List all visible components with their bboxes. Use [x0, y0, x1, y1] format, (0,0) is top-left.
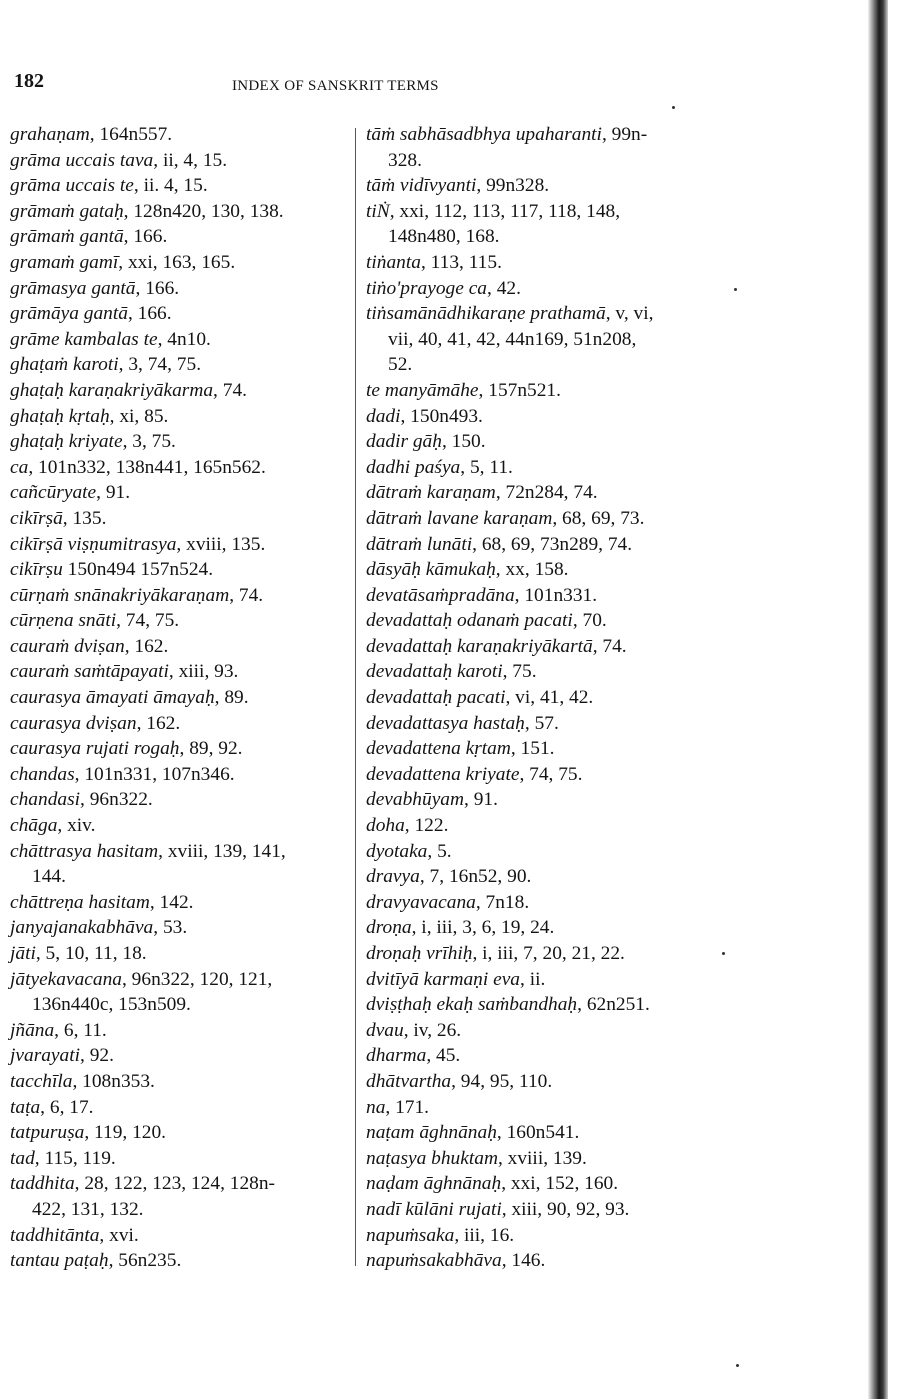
index-term: droṇaḥ vrīhiḥ	[366, 943, 473, 964]
index-term: jvarayati	[10, 1045, 81, 1067]
index-term: grāma uccais te	[10, 175, 134, 197]
index-references: , xvi.	[99, 1224, 139, 1246]
index-entry	[10, 1146, 345, 1172]
index-references: , 135.	[62, 507, 107, 529]
index-term: dātraṁ lunāti	[366, 533, 473, 555]
index-term: dyotaka	[366, 840, 428, 862]
index-term: grāma uccais tava	[10, 149, 154, 171]
index-entry	[366, 1197, 711, 1223]
index-entry	[366, 378, 711, 404]
index-term: cikīrṣu	[10, 559, 63, 581]
index-term: ghaṭaḥ kriyate	[10, 431, 123, 453]
index-references: , 75.	[502, 661, 537, 683]
scan-speck	[736, 1364, 739, 1367]
index-references: , 68, 69, 73.	[552, 507, 645, 529]
index-references: , 7n18.	[475, 891, 530, 913]
index-entry	[10, 173, 345, 199]
index-references: , xiv.	[57, 815, 96, 837]
index-references: , 157n521.	[478, 379, 561, 401]
index-term: napuṁsaka	[366, 1224, 455, 1246]
index-references: , 146.	[501, 1250, 546, 1272]
index-references: , 101n332, 138n441, 165n562.	[28, 456, 266, 478]
index-entry	[366, 736, 711, 762]
index-references: , 74.	[229, 584, 264, 606]
index-references: , 160n541.	[496, 1122, 580, 1144]
running-title: INDEX OF SANSKRIT TERMS	[232, 78, 439, 94]
index-entry	[366, 839, 711, 865]
index-references: , 70.	[572, 610, 607, 632]
index-term: jātyekavacana	[10, 968, 122, 990]
index-entry	[366, 532, 711, 558]
index-references-continued: 148n480, 168.	[388, 226, 500, 248]
index-entry	[366, 506, 711, 532]
index-term: jāti	[10, 943, 36, 964]
index-entry	[10, 762, 345, 788]
index-term: tāṁ vidīvyanti	[366, 175, 477, 197]
index-column-right	[366, 122, 711, 1274]
index-references: , 128n420, 130, 138.	[123, 200, 284, 222]
index-references: , 3, 75.	[122, 431, 176, 453]
index-entry	[10, 506, 345, 532]
index-entry	[366, 429, 711, 455]
index-references-continued: 422, 131, 132.	[32, 1198, 144, 1220]
index-entry	[10, 813, 345, 839]
index-references-continued: 328.	[388, 149, 422, 171]
index-references: , 74.	[213, 379, 247, 401]
index-entry	[10, 787, 345, 813]
index-references: , vi, 41, 42.	[505, 687, 594, 709]
index-entry	[366, 608, 711, 634]
index-term: devadattaḥ odanaṁ pacati	[366, 610, 573, 632]
index-entry	[10, 659, 345, 685]
index-entry	[10, 429, 345, 455]
index-references: , 42.	[487, 277, 521, 299]
index-references: , 92.	[80, 1045, 114, 1067]
index-entry	[366, 1069, 711, 1095]
index-term: jñāna	[10, 1019, 55, 1041]
index-entry	[366, 634, 711, 660]
index-term: nadī kūlāni rujati	[366, 1198, 502, 1220]
index-term: chandasi	[10, 789, 81, 811]
index-entry	[366, 1018, 711, 1044]
index-entry	[366, 1248, 711, 1274]
index-entry	[366, 685, 711, 711]
index-term: chāttrasya hasitam	[10, 840, 159, 862]
index-entry	[366, 813, 711, 839]
index-references: , xviii, 139, 141,	[158, 840, 286, 862]
page-number: 182	[14, 70, 44, 92]
index-term: dharma	[366, 1045, 427, 1067]
index-term: caurasya rujati rogaḥ	[10, 738, 180, 760]
index-term: tantau paṭaḥ	[10, 1250, 109, 1272]
index-references: , 91.	[464, 789, 498, 811]
index-entry	[10, 378, 345, 404]
index-references: , ii, 4, 15.	[153, 149, 228, 171]
index-references: , 3, 74, 75.	[118, 354, 202, 376]
index-term: grahaṇam	[10, 124, 90, 145]
index-references: , xviii, 135.	[176, 533, 266, 555]
index-references: , ii. 4, 15.	[133, 175, 208, 197]
index-term: dravyavacana	[366, 891, 476, 913]
index-references: , xiii, 93.	[168, 661, 239, 683]
index-references: , 166.	[123, 226, 168, 248]
index-references: , 6, 17.	[40, 1096, 94, 1118]
index-references: , 74, 75.	[116, 610, 180, 632]
index-entry	[10, 480, 345, 506]
index-entry	[10, 404, 345, 430]
index-references-continued: 136n440c, 153n509.	[32, 994, 191, 1016]
index-references: , 99n-	[601, 124, 648, 145]
index-term: devadattaḥ karoti	[366, 661, 503, 683]
index-entry	[366, 787, 711, 813]
index-term: tacchīla	[10, 1070, 73, 1092]
index-term: napuṁsakabhāva	[366, 1250, 502, 1272]
index-references: , 56n235.	[108, 1250, 182, 1272]
index-references: , 96n322.	[80, 789, 153, 811]
index-entry	[10, 583, 345, 609]
index-entry	[366, 915, 711, 941]
index-references: , 162.	[136, 712, 181, 734]
index-term: gramaṁ gamī	[10, 251, 119, 273]
index-entry	[10, 1069, 345, 1095]
index-entry	[10, 224, 345, 250]
index-entry	[366, 762, 711, 788]
index-term: dadhi paśya	[366, 456, 461, 478]
index-references: , xiii, 90, 92, 93.	[501, 1198, 630, 1220]
index-term: chandas	[10, 763, 75, 785]
index-references: , xxi, 152, 160.	[501, 1173, 619, 1195]
index-entry	[10, 1171, 345, 1222]
index-references: , 5.	[427, 840, 452, 862]
index-references: , 164n557.	[89, 124, 173, 145]
index-term: devadattaḥ pacati	[366, 687, 506, 709]
index-references: , 150n493.	[400, 405, 483, 427]
index-entry	[10, 634, 345, 660]
index-term: cūrṇena snāti	[10, 610, 117, 632]
index-term: tiṅo'prayoge ca	[366, 277, 488, 299]
index-entry	[10, 327, 345, 353]
index-entry	[10, 685, 345, 711]
index-term: dadi	[366, 405, 401, 427]
index-references: , 5, 10, 11, 18.	[35, 943, 147, 964]
index-term: cikīrṣā	[10, 507, 63, 529]
index-references: , 113, 115.	[420, 251, 502, 273]
index-references: , v, vi,	[605, 303, 654, 325]
index-term: na	[366, 1096, 386, 1118]
index-term: ca	[10, 456, 29, 478]
index-entry	[10, 455, 345, 481]
index-entry	[366, 1223, 711, 1249]
index-term: taddhitānta	[10, 1224, 100, 1246]
index-term: grāmaṁ gantā	[10, 226, 124, 248]
index-references: , 6, 11.	[54, 1019, 107, 1041]
index-references: , iii, 16.	[454, 1224, 515, 1246]
index-entry	[366, 583, 711, 609]
index-entry	[10, 352, 345, 378]
index-term: dviṣṭhaḥ ekaḥ saṁbandhaḥ	[366, 994, 578, 1016]
index-references: , 57.	[524, 712, 559, 734]
index-entry	[366, 455, 711, 481]
index-references: , 150.	[441, 431, 486, 453]
index-term: chāga	[10, 815, 58, 837]
index-term: grāmāya gantā	[10, 303, 128, 325]
index-references: , xxi, 163, 165.	[118, 251, 236, 273]
index-references: , 94, 95, 110.	[451, 1070, 553, 1092]
index-entry	[10, 839, 345, 890]
index-references: , 74, 75.	[519, 763, 583, 785]
index-references: , 171.	[385, 1096, 430, 1118]
index-references: , 99n328.	[476, 175, 550, 197]
index-term: devadattena kriyate	[366, 763, 520, 785]
index-references: , 74.	[592, 635, 627, 657]
index-term: dadir gāḥ	[366, 431, 442, 453]
column-divider	[355, 128, 356, 1266]
index-entry	[10, 276, 345, 302]
index-references: , 151.	[510, 738, 555, 760]
index-entry	[366, 250, 711, 276]
index-references: , 68, 69, 73n289, 74.	[472, 533, 633, 555]
index-term: grāme kambalas te	[10, 328, 158, 350]
index-term: dravya	[366, 866, 420, 888]
index-term: dātraṁ karaṇam	[366, 482, 496, 504]
index-term: grāmasya gantā	[10, 277, 136, 299]
index-entry	[366, 711, 711, 737]
index-entry	[366, 557, 711, 583]
index-term: devatāsaṁpradāna	[366, 584, 515, 606]
index-term: tiṅsamānādhikaraṇe prathamā	[366, 303, 606, 325]
index-term: ghaṭaḥ karaṇakriyākarma	[10, 379, 214, 401]
index-term: devadattasya hastaḥ	[366, 712, 525, 734]
index-term: te manyāmāhe	[366, 379, 479, 401]
index-references: , 89, 92.	[179, 738, 243, 760]
index-term: tad	[10, 1147, 35, 1169]
index-entry	[10, 711, 345, 737]
index-term: dātraṁ lavane karaṇam	[366, 507, 553, 529]
index-references: , xxi, 112, 113, 117, 118, 148,	[389, 200, 621, 222]
index-term: tāṁ sabhāsadbhya upaharanti	[366, 124, 602, 145]
index-entry	[366, 659, 711, 685]
index-references: , 101n331, 107n346.	[74, 763, 235, 785]
index-entry	[10, 1095, 345, 1121]
index-term: cañcūryate	[10, 482, 97, 504]
index-term: dhātvartha	[366, 1070, 452, 1092]
index-entry	[366, 864, 711, 890]
index-references: , 162.	[124, 635, 169, 657]
index-references: , 142.	[149, 891, 194, 913]
book-binding-edge	[868, 0, 888, 1399]
index-entry	[366, 890, 711, 916]
index-column-left	[10, 122, 345, 1274]
index-term: taṭa	[10, 1096, 41, 1118]
index-term: tiṄ	[366, 200, 390, 222]
index-references: , 53.	[153, 917, 188, 939]
index-entry	[10, 122, 345, 148]
index-references-continued: vii, 40, 41, 42, 44n169, 51n208,	[388, 328, 637, 350]
index-entry	[10, 915, 345, 941]
index-references: , xx, 158.	[495, 559, 569, 581]
index-term: dvau	[366, 1019, 404, 1041]
index-entry	[366, 301, 711, 378]
index-references: , xi, 85.	[109, 405, 169, 427]
index-references: , 166.	[135, 277, 180, 299]
index-term: naḍam āghnānaḥ	[366, 1173, 502, 1195]
index-entry	[10, 557, 345, 583]
index-entry	[366, 199, 711, 250]
index-references: , 28, 122, 123, 124, 128n-	[74, 1173, 276, 1195]
index-references-continued: 144.	[32, 866, 66, 888]
index-references: , 108n353.	[72, 1070, 155, 1092]
index-term: caurasya āmayati āmayaḥ	[10, 687, 215, 709]
index-entry	[10, 967, 345, 1018]
index-references: , i, iii, 7, 20, 21, 22.	[472, 943, 625, 964]
index-entry	[10, 199, 345, 225]
index-entry	[10, 1248, 345, 1274]
index-entry	[366, 1095, 711, 1121]
index-entry	[10, 1120, 345, 1146]
index-references: , i, iii, 3, 6, 19, 24.	[411, 917, 555, 939]
index-term: cūrṇaṁ snānakriyākaraṇam	[10, 584, 230, 606]
index-term: ghaṭaṁ karoti	[10, 354, 119, 376]
index-term: devabhūyam	[366, 789, 464, 811]
index-term: naṭasya bhuktam	[366, 1147, 498, 1169]
index-term: devadattaḥ karaṇakriyākartā	[366, 635, 593, 657]
index-term: droṇa	[366, 917, 412, 939]
index-term: cauraṁ saṁtāpayati	[10, 661, 169, 683]
index-term: chāttreṇa hasitam	[10, 891, 150, 913]
index-entry	[10, 1018, 345, 1044]
index-references: , 166.	[127, 303, 172, 325]
index-references: , 7, 16n52, 90.	[419, 866, 532, 888]
index-entry	[366, 1171, 711, 1197]
index-entry	[366, 122, 711, 173]
index-term: doha	[366, 815, 405, 837]
index-references: , iv, 26.	[403, 1019, 462, 1041]
index-entry	[366, 992, 711, 1018]
index-entry	[366, 173, 711, 199]
index-term: ghaṭaḥ kṛtaḥ	[10, 405, 110, 427]
index-references: , 45.	[426, 1045, 461, 1067]
index-entry	[366, 404, 711, 430]
index-references: , 101n331.	[514, 584, 598, 606]
index-term: tiṅanta	[366, 251, 421, 273]
scan-speck	[734, 288, 737, 291]
index-references: , 89.	[214, 687, 249, 709]
index-entry	[366, 276, 711, 302]
index-entry	[10, 736, 345, 762]
index-term: cauraṁ dviṣan	[10, 635, 125, 657]
index-entry	[10, 148, 345, 174]
index-entry	[10, 1043, 345, 1069]
index-references: 150n494 157n524.	[62, 559, 214, 581]
index-entry	[10, 608, 345, 634]
index-term: caurasya dviṣan	[10, 712, 137, 734]
index-entry	[366, 941, 711, 967]
index-entry	[366, 480, 711, 506]
index-references: , 5, 11.	[460, 456, 513, 478]
index-entry	[366, 1120, 711, 1146]
index-entry	[366, 1043, 711, 1069]
index-references: , 4n10.	[157, 328, 211, 350]
index-term: janyajanakabhāva	[10, 917, 154, 939]
index-term: devadattena kṛtam	[366, 738, 511, 760]
index-entry	[10, 250, 345, 276]
index-term: tatpuruṣa	[10, 1122, 85, 1144]
index-references: , 91.	[96, 482, 131, 504]
index-references: , xviii, 139.	[497, 1147, 587, 1169]
index-entry	[10, 532, 345, 558]
index-references: , 122.	[404, 815, 449, 837]
index-entry	[10, 890, 345, 916]
index-entry	[10, 301, 345, 327]
index-references: , 62n251.	[577, 994, 650, 1016]
index-entry	[366, 1146, 711, 1172]
index-references: , 115, 119.	[34, 1147, 116, 1169]
index-term: cikīrṣā viṣṇumitrasya	[10, 533, 177, 555]
scan-speck	[722, 952, 725, 955]
index-term: grāmaṁ gataḥ	[10, 200, 124, 222]
index-references-continued: 52.	[388, 354, 413, 376]
scan-speck	[672, 106, 675, 109]
index-references: , ii.	[520, 968, 546, 990]
index-references: , 119, 120.	[84, 1122, 167, 1144]
index-entry	[10, 1223, 345, 1249]
index-references: , 96n322, 120, 121,	[121, 968, 273, 990]
index-term: dāsyāḥ kāmukaḥ	[366, 559, 496, 581]
index-term: taddhita	[10, 1173, 75, 1195]
index-entry	[10, 941, 345, 967]
index-term: naṭam āghnānaḥ	[366, 1122, 497, 1144]
index-term: dvitīyā karmaṇi eva	[366, 968, 520, 990]
index-entry	[366, 967, 711, 993]
index-references: , 72n284, 74.	[495, 482, 598, 504]
